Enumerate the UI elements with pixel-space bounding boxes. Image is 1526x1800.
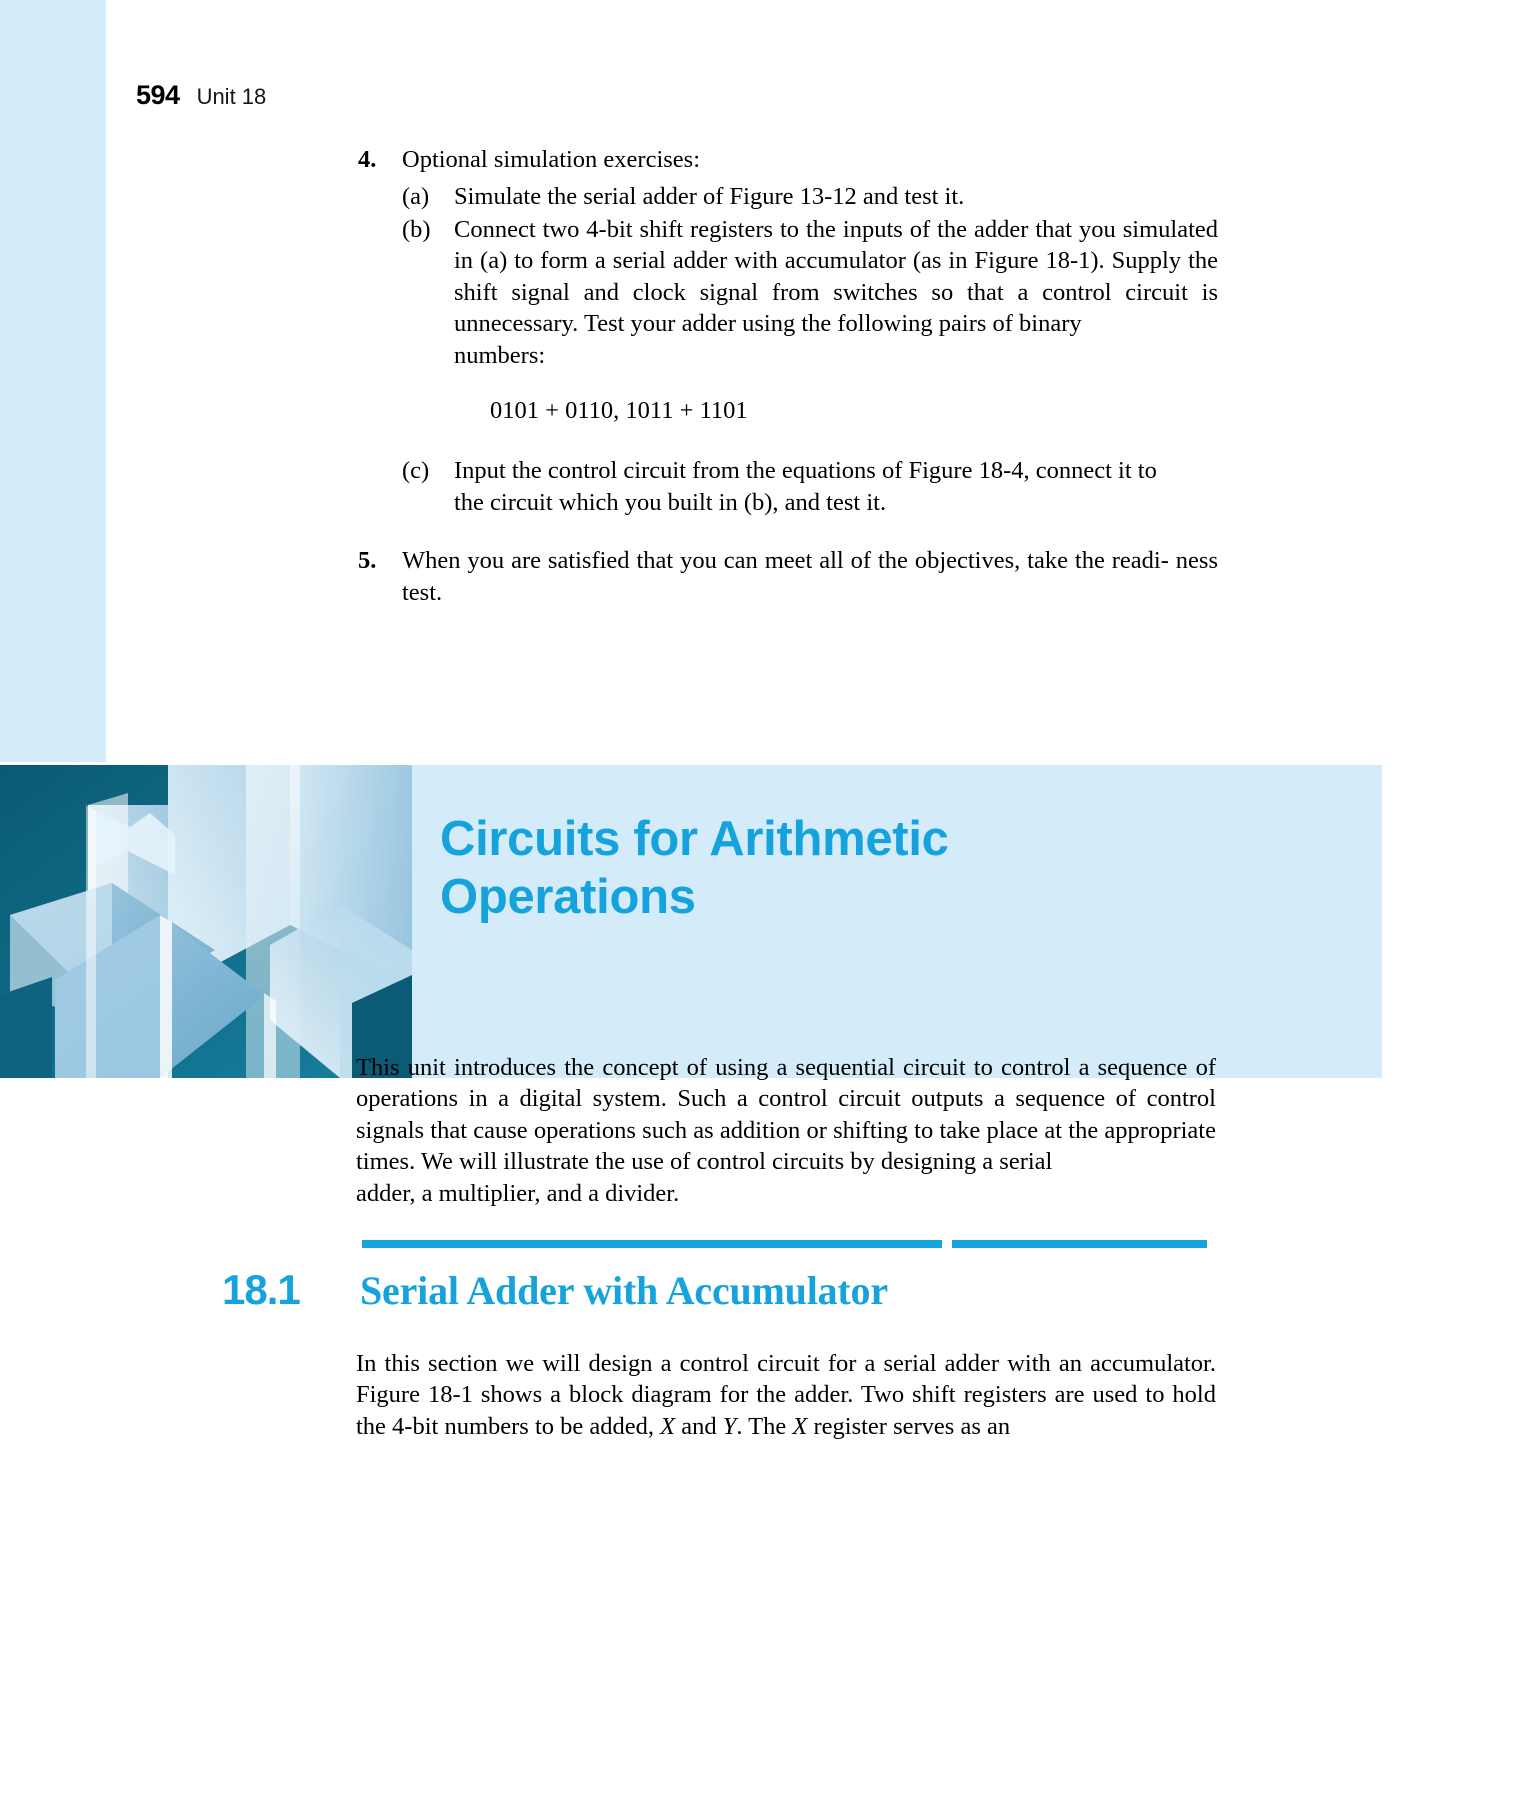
- sub-item-label-b: (b): [402, 215, 431, 243]
- variable-y: Y: [722, 1412, 737, 1440]
- chapter-title: [440, 811, 1060, 927]
- sub-item-text-c: [454, 455, 1218, 518]
- exercise-number-5: 5.: [358, 547, 377, 575]
- sub-item-b: [402, 214, 1218, 371]
- sub-item-text-b-main: Connect two 4-bit shift registers to the inputs of the adder that you simulated in (a) to form a serial adder with accumulator (as in Figure 18-1). Supply the shift signal and clock signal from switches so that a control circuit is unnecessary. Test your adder using the following pairs of binary: [454, 215, 1218, 338]
- exercise-number-4: 4.: [358, 146, 377, 173]
- section-number: 18.1: [222, 1266, 300, 1313]
- exercise-text-5-main: When you are satisfied that you can meet all of the objectives, take the readi-: [402, 547, 1169, 575]
- section-rule-segment-left: [362, 1240, 942, 1248]
- exercise-text-5-lastline: ness test.: [402, 547, 1218, 606]
- section-heading: [222, 1266, 1222, 1314]
- sub-item-text-b: [454, 214, 1218, 371]
- exercise-text-5: [402, 545, 1218, 608]
- intro-paragraph: [356, 1052, 1216, 1209]
- variable-x-first: X: [660, 1412, 676, 1440]
- list-spacer: [356, 519, 1218, 545]
- chapter-opener-banner: [0, 765, 1382, 1078]
- exercise-item-4: [356, 144, 1218, 175]
- section-rule-segment-right: [952, 1240, 1207, 1248]
- closing-paragraph-part1: In this section we will design a control circuit for a serial adder with an accumulator. Figure 18-1 shows a block diagram for the adder. Two shift registers are used to hold the 4-bit numbers to be added,: [356, 1350, 1216, 1440]
- exercise-4-sublist: [356, 181, 1218, 518]
- sub-item-c: [402, 455, 1218, 518]
- section-heading-rule: [362, 1240, 1207, 1248]
- page-header: [136, 80, 266, 111]
- page-number: 594: [136, 80, 180, 110]
- exercise-item-5: [356, 545, 1218, 608]
- abstract-geometric-artwork-icon: [0, 765, 412, 1078]
- section-rule-gap: [942, 1240, 952, 1248]
- exercise-list: [356, 144, 1218, 608]
- sub-item-label-c: (c): [402, 457, 430, 485]
- chapter-title-line-2: Operations: [440, 869, 696, 924]
- closing-paragraph: [356, 1348, 1216, 1442]
- sub-item-text-c-lastline: the circuit which you built in (b), and test it.: [454, 488, 887, 516]
- intro-paragraph-lastline: adder, a multiplier, and a divider.: [356, 1179, 680, 1207]
- variable-x-second: X: [792, 1412, 808, 1440]
- sub-item-a: [402, 181, 1218, 212]
- closing-paragraph-part2: and: [675, 1412, 723, 1440]
- sub-item-text-c-main: Input the control circuit from the equations of Figure 18-4, connect it to: [454, 457, 1157, 485]
- binary-examples-line: 0101 + 0110, 1011 + 1101: [490, 397, 748, 425]
- sub-item-label-a: (a): [402, 183, 430, 211]
- intro-paragraph-main: This unit introduces the concept of using a sequential circuit to control a sequence of operations in a digital system. Such a control circuit outputs a sequence of control signals that cause operations such as addition or shifting to take place at the appropriate times. We will illustrate the use of control circuits by designing a serial: [356, 1054, 1216, 1176]
- chapter-title-line-1: Circuits for Arithmetic: [440, 812, 949, 866]
- sub-item-text-b-lastline: numbers:: [454, 341, 546, 369]
- closing-paragraph-part4: register serves as an: [807, 1412, 1011, 1440]
- section-title: Serial Adder with Accumulator: [360, 1268, 888, 1313]
- closing-paragraph-part3: . The: [736, 1412, 793, 1440]
- exercise-text-4: Optional simulation exercises:: [402, 146, 701, 173]
- sub-item-text-a: Simulate the serial adder of Figure 13-12 and test it.: [454, 183, 965, 211]
- unit-label: Unit 18: [196, 84, 267, 109]
- left-margin-accent-strip: [0, 0, 106, 762]
